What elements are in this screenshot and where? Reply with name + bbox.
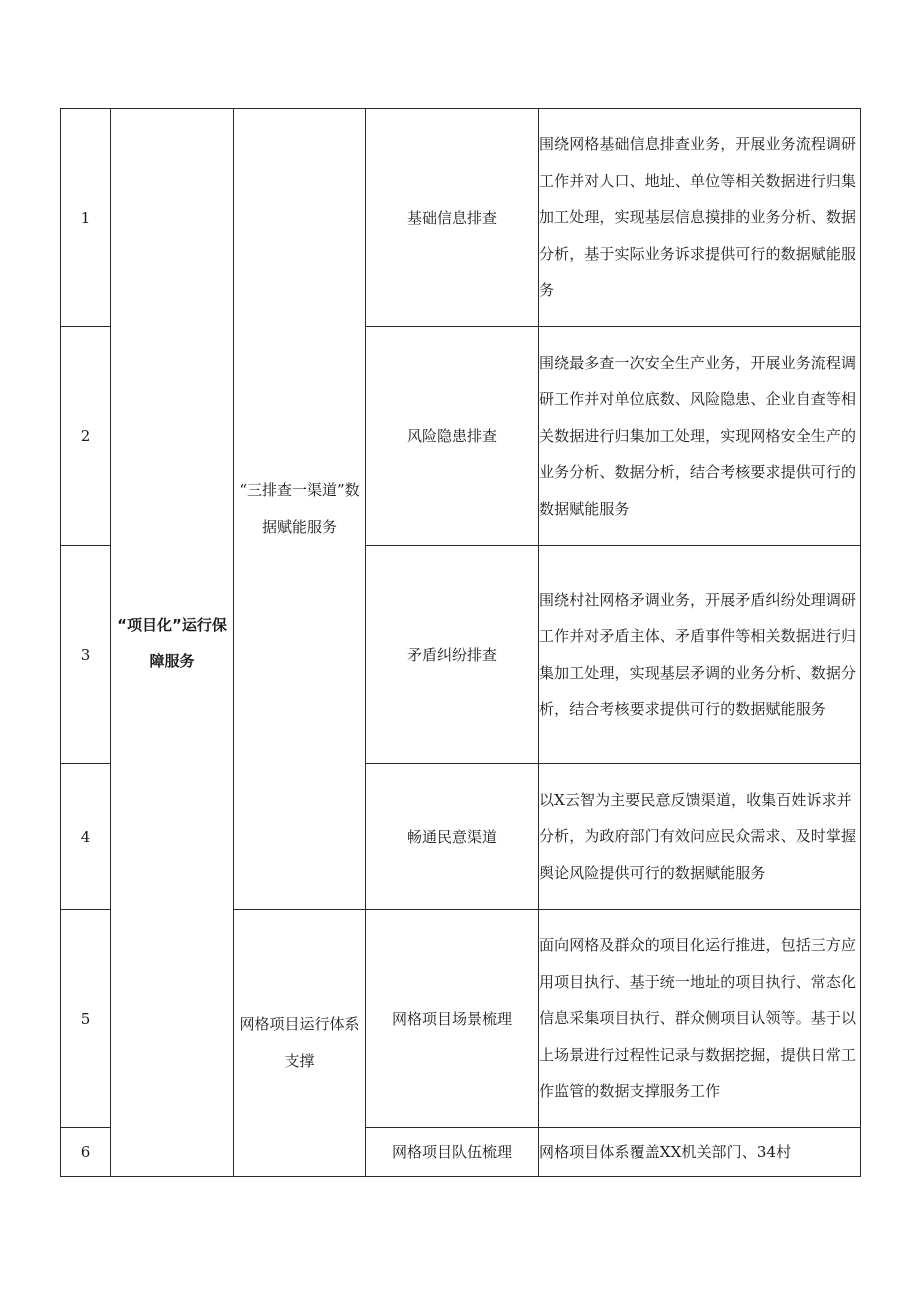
category-label: “项目化”运行保障服务 (117, 615, 227, 670)
item-name: 矛盾纠纷排查 (366, 546, 539, 764)
item-name: 基础信息排查 (366, 109, 539, 327)
row-number: 1 (61, 109, 111, 327)
subcategory-cell (234, 109, 366, 910)
item-description: 网格项目体系覆盖XX机关部门、34村 (539, 1128, 861, 1177)
subcategory-label: 网格项目运行体系支撑 (239, 1015, 360, 1070)
item-description: 面向网格及群众的项目化运行推进，包括三方应用项目执行、基于统一地址的项目执行、常态化信息采集项目执行、群众侧项目认领等。基于以上场景进行过程性记录与数据挖掘，提供日常工作监管的数据支撑服务工作 (539, 910, 861, 1128)
item-name: 畅通民意渠道 (366, 764, 539, 910)
item-name: 网格项目队伍梳理 (366, 1128, 539, 1177)
row-number: 4 (61, 764, 111, 910)
row-number: 6 (61, 1128, 111, 1177)
item-description: 围绕最多查一次安全生产业务，开展业务流程调研工作并对单位底数、风险隐患、企业自查等相关数据进行归集加工处理，实现网格安全生产的业务分析、数据分析，结合考核要求提供可行的数据赋能服务 (539, 327, 861, 546)
row-number: 5 (61, 910, 111, 1128)
item-name: 风险隐患排查 (366, 327, 539, 546)
category-cell (111, 109, 234, 1177)
subcategory-cell (234, 910, 366, 1177)
row-number: 2 (61, 327, 111, 546)
item-description: 围绕村社网格矛调业务，开展矛盾纠纷处理调研工作并对矛盾主体、矛盾事件等相关数据进行归集加工处理，实现基层矛调的业务分析、数据分析，结合考核要求提供可行的数据赋能服务 (539, 546, 861, 764)
row-number: 3 (61, 546, 111, 764)
item-description: 围绕网格基础信息排查业务，开展业务流程调研工作并对人口、地址、单位等相关数据进行归集加工处理，实现基层信息摸排的业务分析、数据分析，基于实际业务诉求提供可行的数据赋能服务 (539, 109, 861, 327)
table-row (61, 109, 861, 327)
item-name: 网格项目场景梳理 (366, 910, 539, 1128)
service-table (60, 108, 861, 1177)
item-description: 以X云智为主要民意反馈渠道，收集百姓诉求并分析，为政府部门有效问应民众需求、及时掌握舆论风险提供可行的数据赋能服务 (539, 764, 861, 910)
subcategory-label: “三排查一渠道”数据赋能服务 (239, 481, 360, 536)
